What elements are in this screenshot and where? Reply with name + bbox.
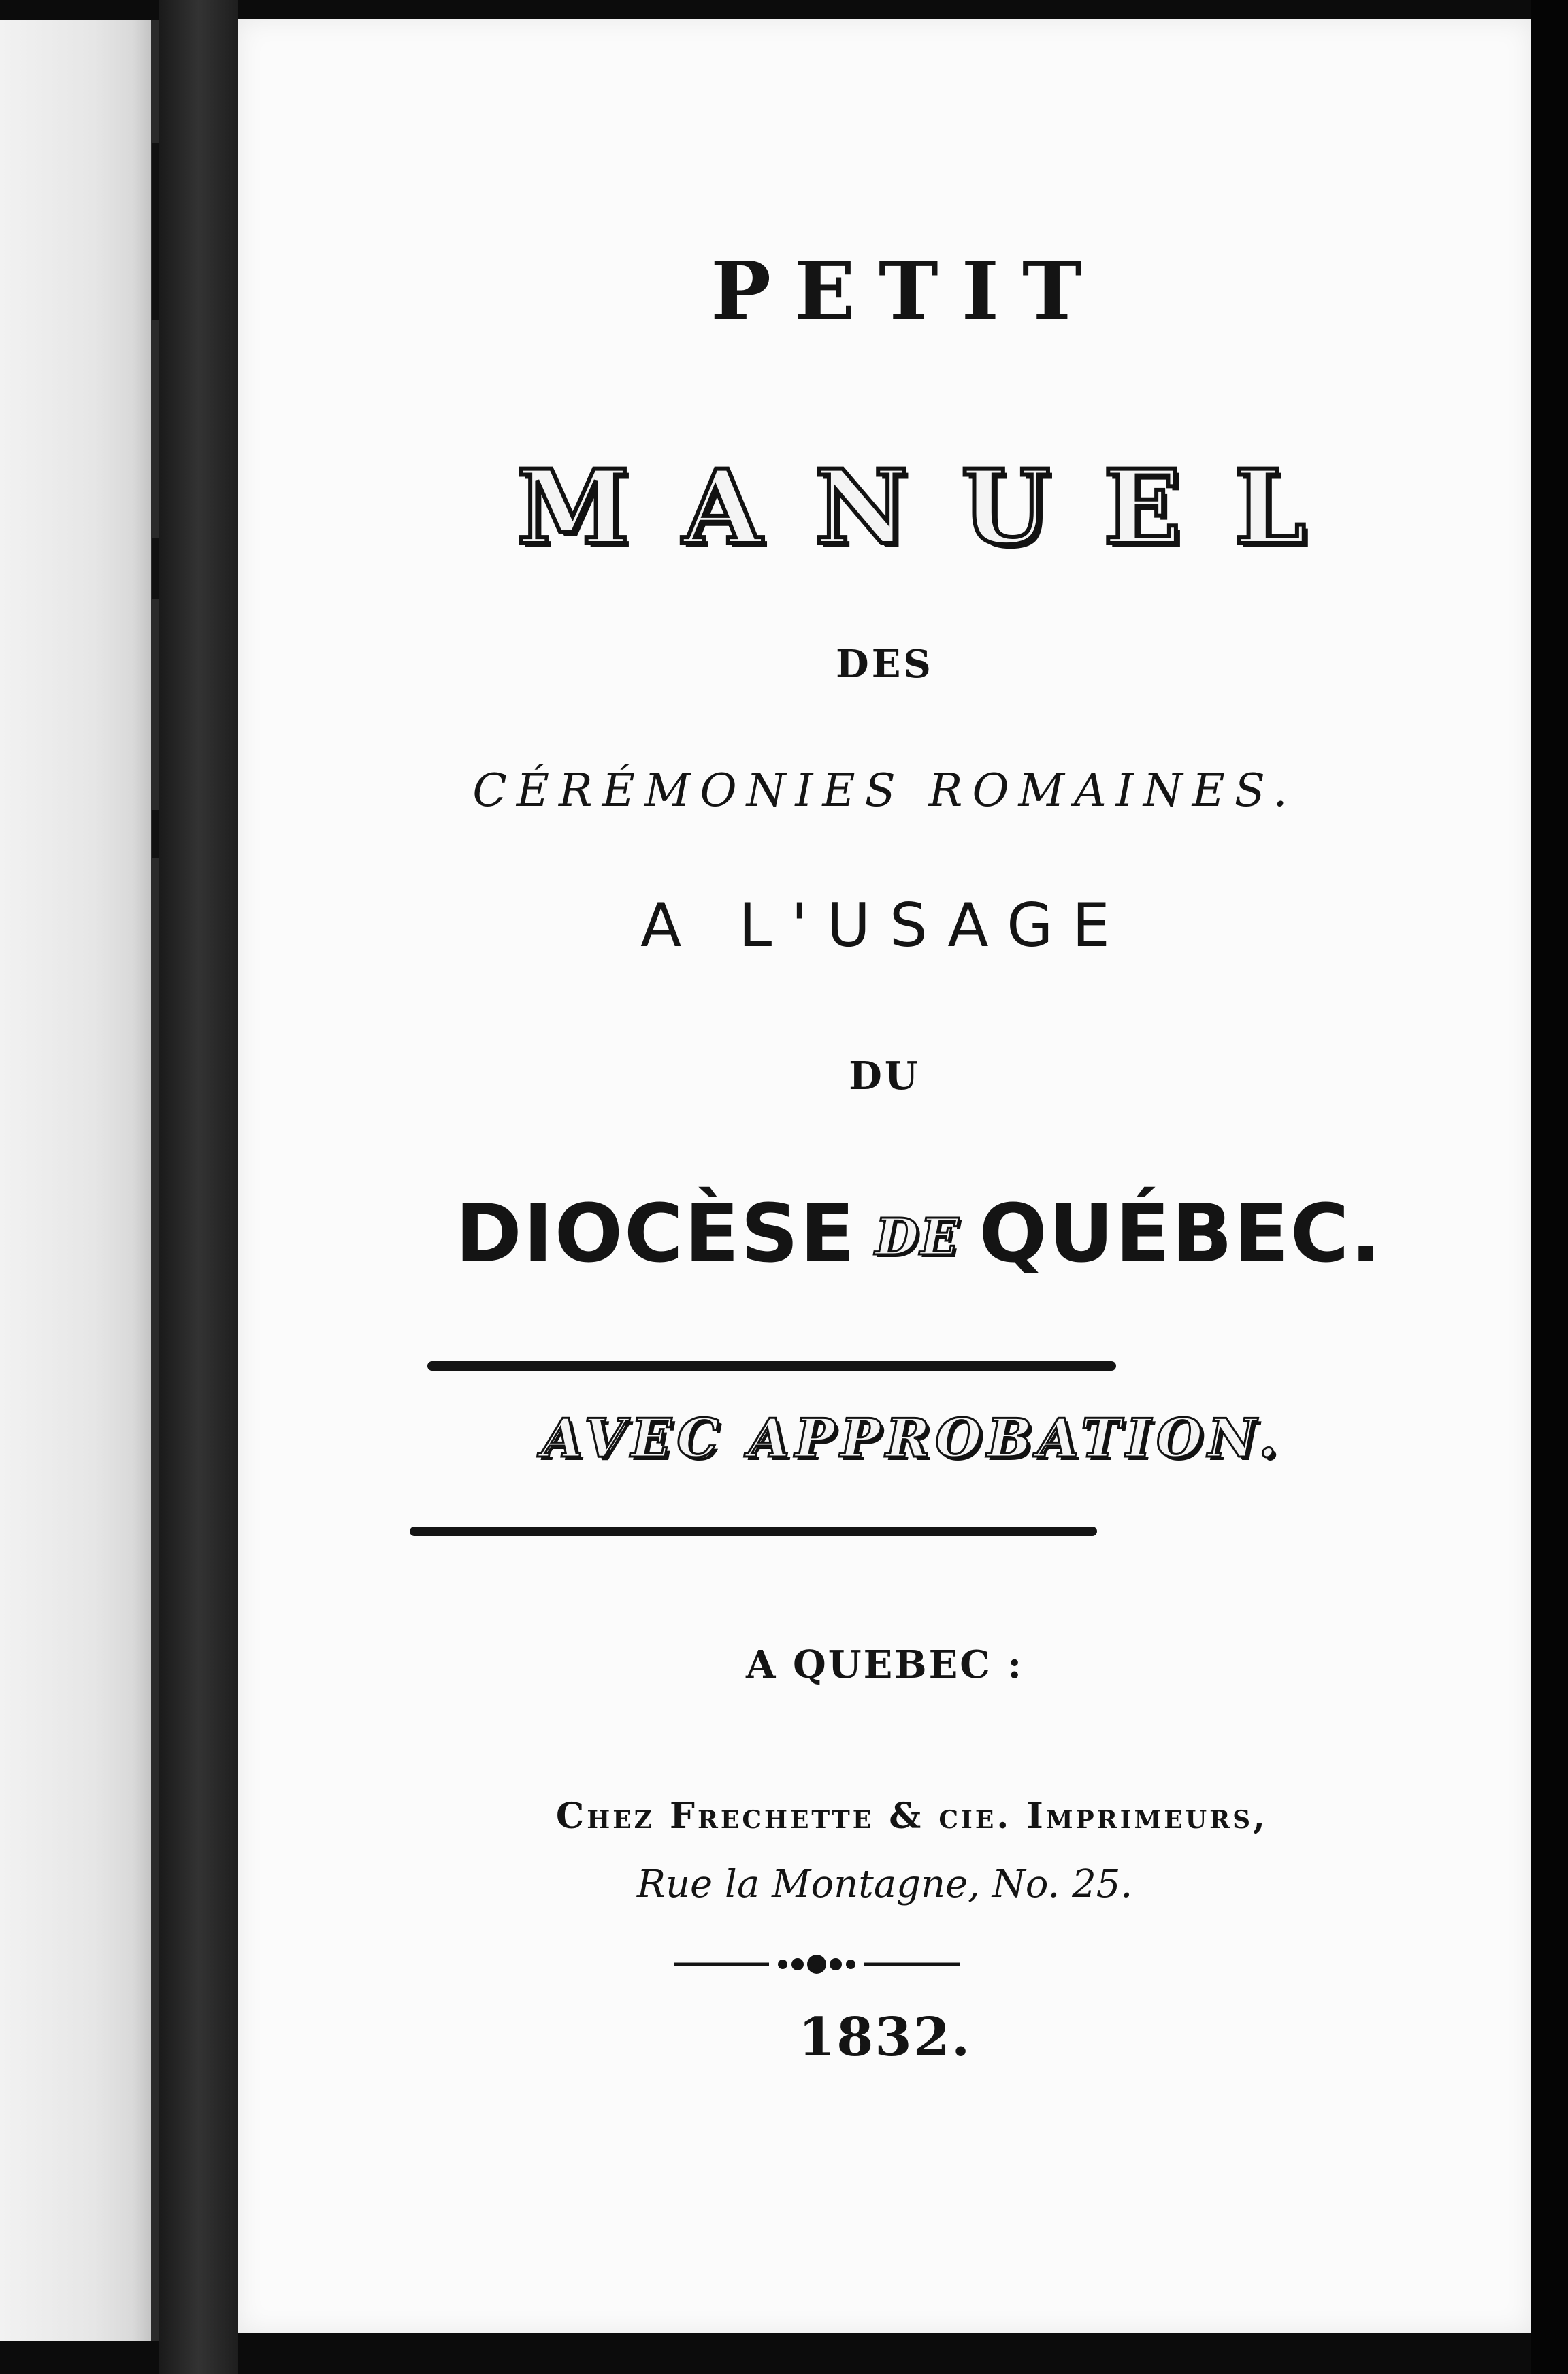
title-diocese-row	[238, 1186, 1565, 1280]
imprint-printer: Chez Frechette & cie. Imprimeurs,	[555, 1795, 1269, 1837]
binding-crease	[151, 20, 159, 2341]
page-gutter	[159, 0, 238, 2374]
title-page	[238, 19, 1531, 2333]
title-usage: A L'USAGE	[640, 890, 1129, 960]
imprint-address: Rue la Montagne, No. 25.	[636, 1862, 1133, 1906]
approbation-line: AVEC APPROBATION.	[541, 1408, 1283, 1469]
rule-top	[427, 1361, 1116, 1371]
title-quebec: QUÉBEC.	[979, 1186, 1383, 1280]
binding-mark	[152, 810, 159, 858]
title-de: DE	[875, 1208, 960, 1267]
title-du: DU	[849, 1054, 921, 1099]
scan-right-edge	[1531, 0, 1568, 2374]
binding-strip	[0, 20, 157, 2341]
title-manuel: MANUEL	[516, 448, 1360, 568]
imprint-year: 1832.	[798, 2006, 972, 2068]
title-diocese: DIOCÈSE	[455, 1186, 856, 1280]
ornament-divider-icon	[238, 1944, 1531, 1985]
rule-bottom	[410, 1527, 1097, 1536]
title-petit: PETIT	[710, 244, 1105, 338]
binding-mark	[152, 538, 159, 599]
title-des: DES	[836, 642, 934, 687]
imprint-place: A QUEBEC :	[746, 1642, 1024, 1687]
title-ceremonies: CÉRÉMONIES ROMAINES.	[472, 764, 1297, 817]
binding-mark	[152, 143, 159, 320]
